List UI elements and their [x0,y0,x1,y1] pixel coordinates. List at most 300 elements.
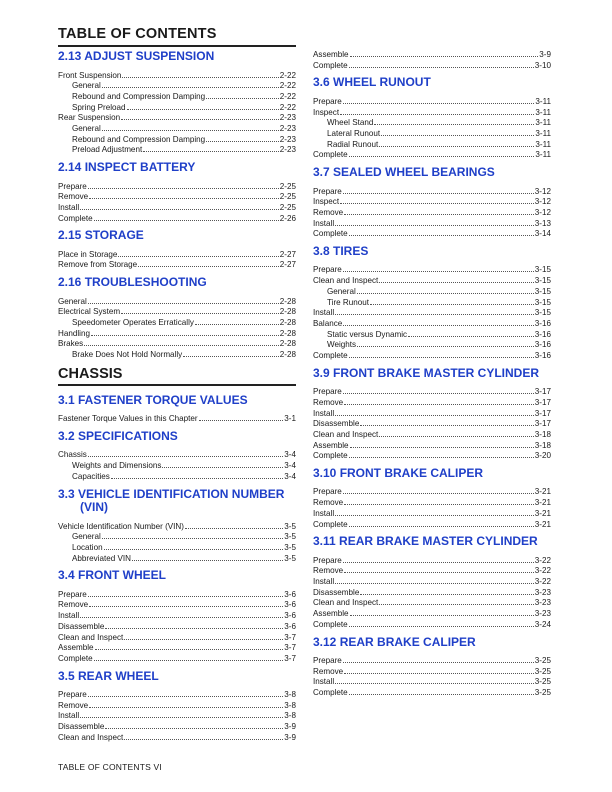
toc-entry-label: Complete [313,619,348,629]
toc-right-column [313,50,551,704]
toc-entry[interactable] [58,643,296,654]
toc-entry[interactable] [58,113,296,124]
toc-entry-label: Clean and Inspect [58,632,124,642]
dot-leader [121,313,279,314]
toc-entry-label: Prepare [313,96,342,106]
toc-entry-list [313,556,551,631]
toc-entry[interactable] [58,622,296,633]
toc-entry[interactable] [58,690,296,701]
toc-entry[interactable] [313,598,551,609]
toc-page-number: 2-28 [279,339,296,349]
toc-entry-label: Location [72,542,103,552]
toc-entry-label: Vehicle Identification Number (VIN) [58,521,184,531]
toc-entry-list [313,387,551,462]
section-title-3-12-rear-brake-caliper[interactable]: 3.12 REAR BRAKE CALIPER [313,634,476,649]
toc-page-number: 3-5 [284,521,296,531]
toc-entry-label: Complete [313,150,348,160]
dot-leader [80,717,283,718]
toc-entry[interactable] [58,124,296,135]
dot-leader [80,617,283,618]
dot-leader [343,103,535,104]
section-title-3-10-front-brake-caliper[interactable]: 3.10 FRONT BRAKE CALIPER [313,465,484,480]
dot-leader [357,293,534,294]
toc-entry[interactable] [58,307,296,318]
dot-leader [124,739,283,740]
toc-page-number: 3-15 [534,308,551,318]
dot-leader [127,109,279,110]
toc-entry[interactable] [58,92,296,103]
toc-entry[interactable] [313,441,551,452]
toc-entry[interactable] [58,450,296,461]
chapter-title: CHASSIS [58,366,296,386]
section-title-2-14-inspect-battery[interactable]: 2.14 INSPECT BATTERY [58,160,196,174]
toc-entry[interactable] [58,71,296,82]
dot-leader [360,594,533,595]
toc-entry-label: Install [313,308,335,318]
toc-entry-list [58,414,296,425]
dot-leader [122,77,278,78]
dot-leader [350,447,534,448]
toc-entry-label: Speedometer Operates Erratically [72,318,194,327]
toc-entry-label: Weights [327,340,357,350]
toc-entry[interactable] [313,208,551,219]
dot-leader [118,256,278,257]
dot-leader [343,271,534,272]
toc-entry-label: Tire Runout [327,297,369,307]
toc-entry[interactable] [58,297,296,308]
dot-leader [349,67,534,68]
toc-page-number: 3-4 [284,471,296,481]
dot-leader [143,151,279,152]
toc-entry[interactable] [313,61,551,72]
toc-entry-label: Electrical System [58,307,121,317]
dot-leader [374,124,534,125]
toc-page-number: 3-15 [534,286,551,296]
toc-entry-label: Assemble [313,609,349,619]
toc-entry-label: General [58,296,87,306]
toc-entry-label: Prepare [313,487,342,497]
section-title-3-4-front-wheel[interactable]: 3.4 FRONT WHEEL [58,568,167,583]
dot-leader [340,114,534,115]
section-title-3-7-sealed-wheel-bearings[interactable]: 3.7 SEALED WHEEL BEARINGS [313,165,495,179]
toc-entry-label: Install [313,508,335,518]
toc-entry[interactable] [313,150,551,161]
section-title-3-8-tires[interactable]: 3.8 TIRES [313,243,369,258]
toc-entry[interactable] [313,398,551,409]
toc-entry[interactable] [58,472,296,483]
toc-entry-label: General [72,123,101,133]
toc-entry-label: Remove from Storage [58,260,138,270]
toc-entry[interactable] [313,656,551,667]
toc-entry[interactable] [313,667,551,678]
toc-entry[interactable] [313,351,551,362]
toc-entry[interactable] [313,487,551,498]
dot-leader [379,604,534,605]
toc-entry[interactable] [313,140,551,151]
toc-page-number: 3-11 [535,107,551,117]
toc-entry-label: Disassemble [58,722,105,732]
dot-leader [89,198,279,199]
toc-page-number: 3-17 [534,387,551,397]
toc-entry[interactable] [58,192,296,203]
dot-leader [102,538,284,539]
toc-page-number: 3-9 [284,722,296,732]
toc-entry[interactable] [58,554,296,565]
toc-entry[interactable] [313,298,551,309]
dot-leader [88,303,279,304]
toc-entry[interactable] [313,566,551,577]
toc-entry[interactable] [58,103,296,114]
dot-leader [111,478,284,479]
dot-leader [80,209,279,210]
toc-entry[interactable] [58,532,296,543]
toc-page-number: 2-27 [279,249,296,259]
toc-entry[interactable] [58,711,296,722]
toc-entry[interactable] [58,250,296,261]
toc-entry-label: Balance [313,318,343,328]
section-title-2-15-storage[interactable]: 2.15 STORAGE [58,228,144,243]
toc-entry[interactable] [58,339,296,350]
toc-entry[interactable] [313,688,551,699]
dot-leader [102,130,279,131]
toc-entry-label: Install [313,577,335,587]
toc-entry-label: Remove [313,207,344,217]
toc-entry[interactable] [313,620,551,631]
toc-page-number: 3-6 [284,589,296,599]
toc-entry-label: Weights and Dimensions [72,461,162,471]
dot-leader [349,694,534,695]
toc-page-number: 2-22 [279,91,296,101]
toc-page-number: 3-21 [534,487,551,497]
toc-entry-label: Rebound and Compression Damping [72,134,206,144]
toc-entry-label: Prepare [313,265,342,275]
toc-entry-label: Complete [58,213,93,223]
toc-page-number: 3-6 [284,600,296,610]
toc-page-number: 3-14 [534,229,551,239]
toc-entry[interactable] [58,543,296,554]
toc-entry-list [313,187,551,240]
dot-leader [335,225,534,226]
section-title-2-16-troubleshooting[interactable]: 2.16 TROUBLESHOOTING [58,275,207,290]
toc-entry[interactable] [58,81,296,92]
toc-entry[interactable] [58,701,296,712]
toc-entry[interactable] [313,556,551,567]
toc-entry[interactable] [313,219,551,230]
dot-leader [344,504,534,505]
dot-leader [138,266,279,267]
toc-page-number: 3-11 [535,96,551,106]
dot-leader [349,457,534,458]
toc-page-number: 3-21 [534,519,551,529]
dot-leader [162,467,283,468]
toc-entry[interactable] [58,654,296,665]
toc-entry[interactable] [58,633,296,644]
dot-leader [183,356,279,357]
dot-leader [343,493,534,494]
toc-entry[interactable] [313,129,551,140]
toc-page-number: 3-22 [534,566,551,576]
toc-entry-label: Wheel Stand [327,118,374,128]
toc-entry-label: Complete [313,60,348,70]
section-title-3-3-vehicle-identification-number-vin[interactable]: 3.3 VEHICLE IDENTIFICATION NUMBER (VIN) [58,486,285,514]
toc-page-number: 3-16 [534,340,551,350]
dot-leader [349,526,534,527]
toc-page-number: 2-28 [279,350,296,360]
dot-leader [105,628,283,629]
dot-leader [344,673,534,674]
toc-page-number: 3-5 [284,542,296,552]
toc-page-number: 3-8 [284,700,296,710]
toc-page-number: 3-7 [284,643,296,653]
section-title-3-11-rear-brake-master-cylinder[interactable]: 3.11 REAR BRAKE MASTER CYLINDER [313,534,538,549]
dot-leader [88,596,284,597]
toc-entry[interactable] [313,609,551,620]
toc-entry[interactable] [313,50,551,61]
dot-leader [88,696,284,697]
toc-entry-label: Clean and Inspect [313,276,379,286]
toc-page-number: 2-23 [279,145,296,155]
toc-page-number: 2-23 [279,113,296,123]
toc-page-number: 2-25 [279,192,296,202]
toc-entry-label: Remove [313,666,344,676]
toc-entry-label: Prepare [58,690,87,700]
toc-entry-label: Assemble [313,50,349,59]
toc-page-number: 3-17 [534,408,551,418]
toc-page-number: 3-5 [284,532,296,542]
toc-page-number: 2-23 [279,134,296,144]
dot-leader [340,203,534,204]
dot-leader [350,56,539,57]
toc-page-number: 3-11 [535,139,551,149]
toc-page-number: 3-21 [534,498,551,508]
dot-leader [357,346,534,347]
toc-entry-list [313,265,551,361]
dot-leader [381,135,534,136]
toc-page-number: 3-18 [534,429,551,439]
toc-entry[interactable] [313,409,551,420]
dot-leader [335,583,534,584]
dot-leader [335,683,534,684]
toc-entry-label: Install [313,677,335,687]
toc-entry[interactable] [58,733,296,744]
toc-entry-label: Clean and Inspect [58,732,124,742]
dot-leader [105,728,283,729]
toc-entry[interactable] [313,308,551,319]
toc-entry[interactable] [58,522,296,533]
dot-leader [379,146,534,147]
toc-entry[interactable] [58,590,296,601]
toc-entry-label: Disassemble [58,621,105,631]
section-title-3-9-front-brake-master-cylinder[interactable]: 3.9 FRONT BRAKE MASTER CYLINDER [313,365,540,380]
toc-entry-list [58,450,296,482]
toc-entry-label: General [72,532,101,542]
toc-entry[interactable] [313,387,551,398]
dot-leader [88,188,279,189]
toc-entry[interactable] [313,265,551,276]
toc-entry[interactable] [58,329,296,340]
toc-entry-list [58,522,296,565]
toc-page-number: 3-6 [284,621,296,631]
toc-entry-label: Prepare [313,387,342,397]
dot-leader [89,606,283,607]
dot-leader [349,156,535,157]
toc-page-number: 3-20 [534,451,551,461]
toc-page-number: 3-23 [534,598,551,608]
toc-entry-label: Disassemble [313,419,360,429]
toc-entry[interactable] [313,419,551,430]
toc-page-number: 3-18 [534,440,551,450]
toc-entry[interactable] [313,588,551,599]
dot-leader [370,304,534,305]
toc-page-number: 3-12 [534,186,551,196]
toc-page-number: 3-6 [284,611,296,621]
toc-entry[interactable] [58,611,296,622]
toc-entry[interactable] [313,197,551,208]
toc-entry-list [313,97,551,161]
dot-leader [343,193,534,194]
toc-entry[interactable] [313,276,551,287]
toc-page-number: 2-28 [279,307,296,317]
toc-entry-label: Complete [313,350,348,360]
toc-entry-label: Install [58,711,80,721]
toc-entry[interactable] [58,260,296,271]
toc-entry[interactable] [58,214,296,225]
toc-page-number: 2-22 [279,70,296,80]
toc-entry[interactable] [313,340,551,351]
toc-page-number: 3-4 [284,461,296,471]
toc-entry[interactable] [313,509,551,520]
toc-entry-list [58,71,296,157]
section-title-3-6-wheel-runout[interactable]: 3.6 WHEEL RUNOUT [313,75,431,90]
toc-entry[interactable] [58,461,296,472]
toc-page-number: 2-28 [279,328,296,338]
toc-entry-label: Lateral Runout [327,128,381,138]
toc-entry-label: Prepare [313,186,342,196]
dot-leader [379,282,534,283]
toc-entry-label: Handling [58,328,90,338]
toc-entry[interactable] [58,600,296,611]
toc-entry-list [58,590,296,665]
toc-entry[interactable] [58,135,296,146]
toc-entry[interactable] [313,677,551,688]
dot-leader [350,615,534,616]
toc-entry[interactable] [313,97,551,108]
toc-entry-label: Prepare [313,555,342,565]
toc-entry-label: Rear Suspension [58,113,121,123]
toc-entry[interactable] [58,318,296,329]
toc-entry-label: Complete [313,519,348,529]
section-title-3-2-specifications[interactable]: 3.2 SPECIFICATIONS [58,428,178,443]
toc-entry[interactable] [58,350,296,361]
toc-page-number: 3-25 [534,666,551,676]
toc-entry-label: Fastener Torque Values in this Chapter [58,414,198,424]
toc-entry-label: Remove [313,498,344,508]
dot-leader [343,325,534,326]
toc-entry[interactable] [313,108,551,119]
dot-leader [132,560,283,561]
toc-entry[interactable] [313,577,551,588]
toc-page-number: 3-22 [534,577,551,587]
page-title: TABLE OF CONTENTS [58,26,296,47]
dot-leader [349,357,534,358]
toc-page-number: 3-23 [534,609,551,619]
toc-page-number: 2-26 [279,213,296,223]
toc-entry-list [58,250,296,271]
dot-leader [104,549,284,550]
toc-entry-label: Install [58,202,80,212]
toc-page-number: 3-11 [535,150,551,160]
dot-leader [88,456,284,457]
toc-page-number: 3-7 [284,653,296,663]
toc-entry[interactable] [313,520,551,531]
dot-leader [343,562,534,563]
toc-entry[interactable] [58,145,296,156]
toc-entry-label: Preload Adjustment [72,145,143,155]
toc-page-number: 2-28 [279,296,296,306]
toc-page-number: 3-25 [534,656,551,665]
toc-entry[interactable] [313,319,551,330]
toc-page-number: 3-25 [534,677,551,687]
dot-leader [185,528,283,529]
toc-entry[interactable] [313,118,551,129]
toc-entry[interactable] [313,430,551,441]
toc-entry-label: Prepare [58,589,87,599]
toc-entry[interactable] [313,451,551,462]
dot-leader [195,324,279,325]
dot-leader [206,98,279,99]
toc-page-number: 2-28 [279,318,296,327]
toc-entry-label: Install [58,611,80,621]
toc-entry-list [313,487,551,530]
toc-entry-label: Abbreviated VIN [72,553,131,563]
toc-entry[interactable] [58,722,296,733]
dot-leader [84,345,279,346]
dot-leader [343,662,534,663]
toc-entry[interactable] [58,414,296,425]
section-title-3-1-fastener-torque-values[interactable]: 3.1 FASTENER TORQUE VALUES [58,392,248,407]
toc-entry-label: Rebound and Compression Damping [72,91,206,101]
toc-entry-label: Radial Runout [327,139,379,149]
toc-entry[interactable] [313,498,551,509]
toc-entry-label: Chassis [58,450,87,460]
toc-entry[interactable] [313,287,551,298]
toc-page-number: 3-11 [535,118,551,128]
toc-entry-label: Remove [58,192,89,202]
toc-entry[interactable] [313,330,551,341]
toc-entry-label: Complete [313,688,348,698]
toc-page-number: 3-17 [534,419,551,429]
dot-leader [360,425,533,426]
toc-entry[interactable] [58,203,296,214]
toc-entry-label: Complete [58,653,93,663]
dot-leader [335,415,534,416]
toc-entry-label: Install [313,218,335,228]
dot-leader [408,336,534,337]
toc-entry[interactable] [58,182,296,193]
toc-entry[interactable] [313,187,551,198]
dot-leader [344,214,534,215]
dot-leader [335,515,534,516]
dot-leader [349,626,534,627]
section-title-3-5-rear-wheel[interactable]: 3.5 REAR WHEEL [58,668,159,683]
toc-entry[interactable] [313,229,551,240]
toc-page-number: 3-25 [534,688,551,698]
toc-page-number: 3-5 [284,553,296,563]
toc-entry-label: Remove [58,700,89,710]
toc-entry-label: Prepare [313,656,342,665]
toc-page-number: 3-16 [534,318,551,328]
section-title-2-13-adjust-suspension[interactable]: 2.13 ADJUST SUSPENSION [58,49,215,63]
